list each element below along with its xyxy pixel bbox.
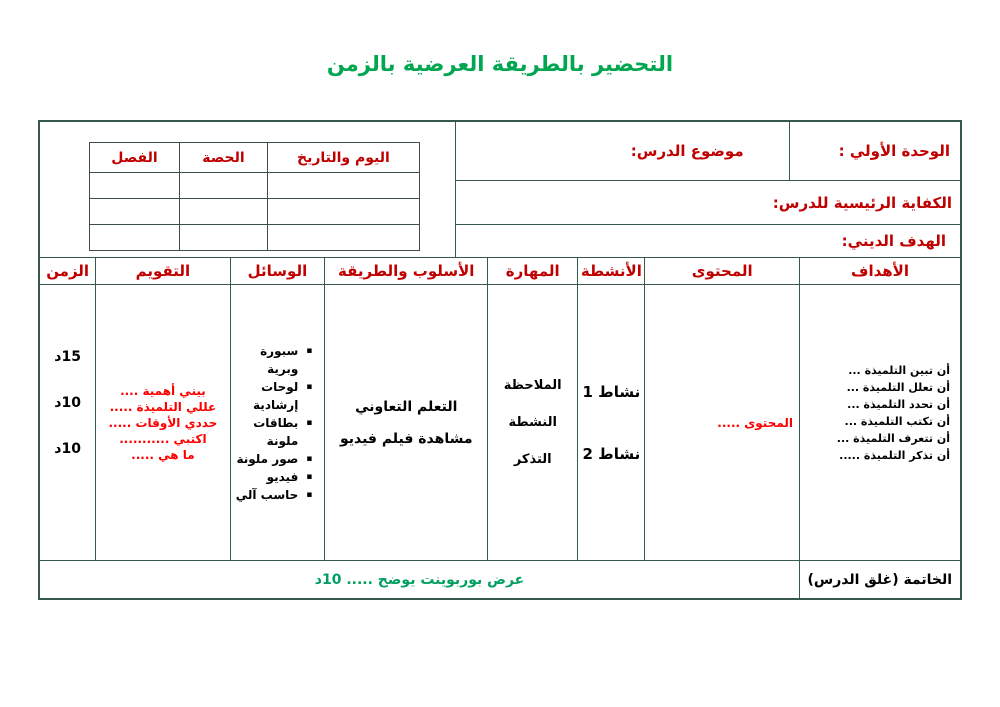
bullet-icon: ▪ xyxy=(306,471,313,482)
column-header-activities: الأنشطة xyxy=(578,258,644,285)
tool-label: لوحات xyxy=(261,379,299,394)
schedule-empty-cell xyxy=(89,173,179,199)
info-section xyxy=(40,122,960,258)
tool-item xyxy=(231,450,313,468)
evaluation-list xyxy=(96,285,229,560)
time-value: 10د xyxy=(54,395,81,411)
column-header-skill: المهارة xyxy=(488,258,577,285)
lesson-plan-table xyxy=(38,120,962,600)
time-list xyxy=(40,285,95,560)
tool-item xyxy=(231,378,313,396)
tool-item xyxy=(231,432,313,450)
skill-item: التذكر xyxy=(513,452,552,467)
tool-item xyxy=(231,396,313,414)
skill-item: النشطة xyxy=(508,415,557,430)
lesson-topic-label: موضوع الدرس: xyxy=(630,142,744,160)
info-labels-block xyxy=(455,122,960,257)
schedule-header-day-date: اليوم والتاريخ xyxy=(267,143,419,173)
column-skill xyxy=(487,258,577,560)
evaluation-item: بيني أهمية .... xyxy=(120,383,206,398)
unit-topic-row xyxy=(456,122,960,181)
column-time xyxy=(40,258,95,560)
bullet-icon: ▪ xyxy=(306,417,313,428)
schedule-empty-cell xyxy=(267,199,419,225)
plan-columns xyxy=(40,258,960,560)
tools-list xyxy=(231,285,325,560)
objective-item: أن تتعرف التلميذة ... xyxy=(836,431,950,445)
unit-label: الوحدة الأولي : xyxy=(789,122,960,180)
column-method xyxy=(324,258,487,560)
bullet-icon: ▪ xyxy=(306,453,313,464)
tool-label: فيديو xyxy=(266,469,299,484)
content-cell xyxy=(645,285,799,560)
schedule-empty-row xyxy=(89,173,419,199)
column-header-method: الأسلوب والطريقة xyxy=(325,258,487,285)
method-item: التعلم التعاوني xyxy=(355,398,458,415)
bullet-icon: ▪ xyxy=(306,381,313,392)
column-tools xyxy=(230,258,325,560)
content-placeholder: المحتوى ..... xyxy=(717,415,793,430)
objective-item: أن تعلل التلميذة ... xyxy=(846,380,950,394)
tool-label: صور ملونة xyxy=(236,451,299,466)
tool-label: إرشادية xyxy=(253,397,299,412)
schedule-header-class: الفصل xyxy=(89,143,179,173)
schedule-empty-cell xyxy=(179,199,267,225)
tool-item xyxy=(231,486,313,504)
religious-goal-label: الهدف الديني: xyxy=(841,232,946,250)
column-activities xyxy=(577,258,644,560)
methods-list xyxy=(325,285,487,560)
tool-item xyxy=(231,468,313,486)
objective-item: أن تحدد التلميذة ... xyxy=(847,397,950,411)
schedule-block xyxy=(40,122,455,257)
tool-item xyxy=(231,360,313,378)
time-value: 10د xyxy=(54,441,81,457)
column-header-tools: الوسائل xyxy=(231,258,325,285)
time-value: 15د xyxy=(54,349,81,365)
skills-list xyxy=(488,285,577,560)
schedule-empty-cell xyxy=(179,225,267,251)
evaluation-item: اكتبي ........... xyxy=(119,431,207,446)
evaluation-item: عللي التلميذة ..... xyxy=(109,399,217,414)
tool-label: سبورة xyxy=(260,343,299,358)
column-content xyxy=(644,258,799,560)
schedule-empty-cell xyxy=(179,173,267,199)
schedule-empty-cell xyxy=(89,199,179,225)
objectives-list xyxy=(800,285,960,560)
column-header-evaluation: التقويم xyxy=(96,258,229,285)
tool-label: بطاقات xyxy=(253,415,299,430)
column-objectives xyxy=(799,258,960,560)
schedule-empty-row xyxy=(89,199,419,225)
schedule-table xyxy=(89,142,420,251)
activity-item: نشاط 2 xyxy=(582,444,641,463)
schedule-header-row xyxy=(89,143,419,173)
bullet-icon: ▪ xyxy=(306,489,313,500)
evaluation-item: ما هي ..... xyxy=(131,447,195,462)
evaluation-item: حددي الأوقات ..... xyxy=(108,415,218,430)
tool-item xyxy=(231,342,313,360)
tool-label: حاسب آلي xyxy=(235,487,299,502)
activity-item: نشاط 1 xyxy=(582,382,641,401)
schedule-empty-cell xyxy=(89,225,179,251)
column-header-content: المحتوى xyxy=(645,258,799,285)
closing-row xyxy=(40,560,960,598)
tool-label: وبرية xyxy=(267,361,299,376)
bullet-icon: ▪ xyxy=(306,345,313,356)
competency-label: الكفاية الرئيسية للدرس: xyxy=(456,181,960,225)
tool-item xyxy=(231,414,313,432)
column-header-time: الزمن xyxy=(40,258,95,285)
tool-label: ملونة xyxy=(266,433,299,448)
closing-label: الخاتمة (غلق الدرس) xyxy=(799,561,960,598)
closing-note: عرض بوربوينت يوضح ..... 10د xyxy=(314,571,525,588)
method-item: مشاهدة فيلم فيديو xyxy=(339,430,473,447)
column-header-objectives: الأهداف xyxy=(800,258,960,285)
schedule-empty-row xyxy=(89,225,419,251)
page-title: التحضير بالطريقة العرضية بالزمن xyxy=(326,52,674,76)
column-evaluation xyxy=(95,258,229,560)
schedule-empty-cell xyxy=(267,173,419,199)
objective-item: أن تكتب التلميذة ... xyxy=(844,414,950,428)
objective-item: أن تبين التلميذة ... xyxy=(848,363,950,377)
schedule-empty-cell xyxy=(267,225,419,251)
skill-item: الملاحظة xyxy=(503,378,562,393)
activities-list xyxy=(578,285,644,560)
objective-item: أن تذكر التلميذة ..... xyxy=(839,448,950,462)
schedule-header-period: الحصة xyxy=(179,143,267,173)
